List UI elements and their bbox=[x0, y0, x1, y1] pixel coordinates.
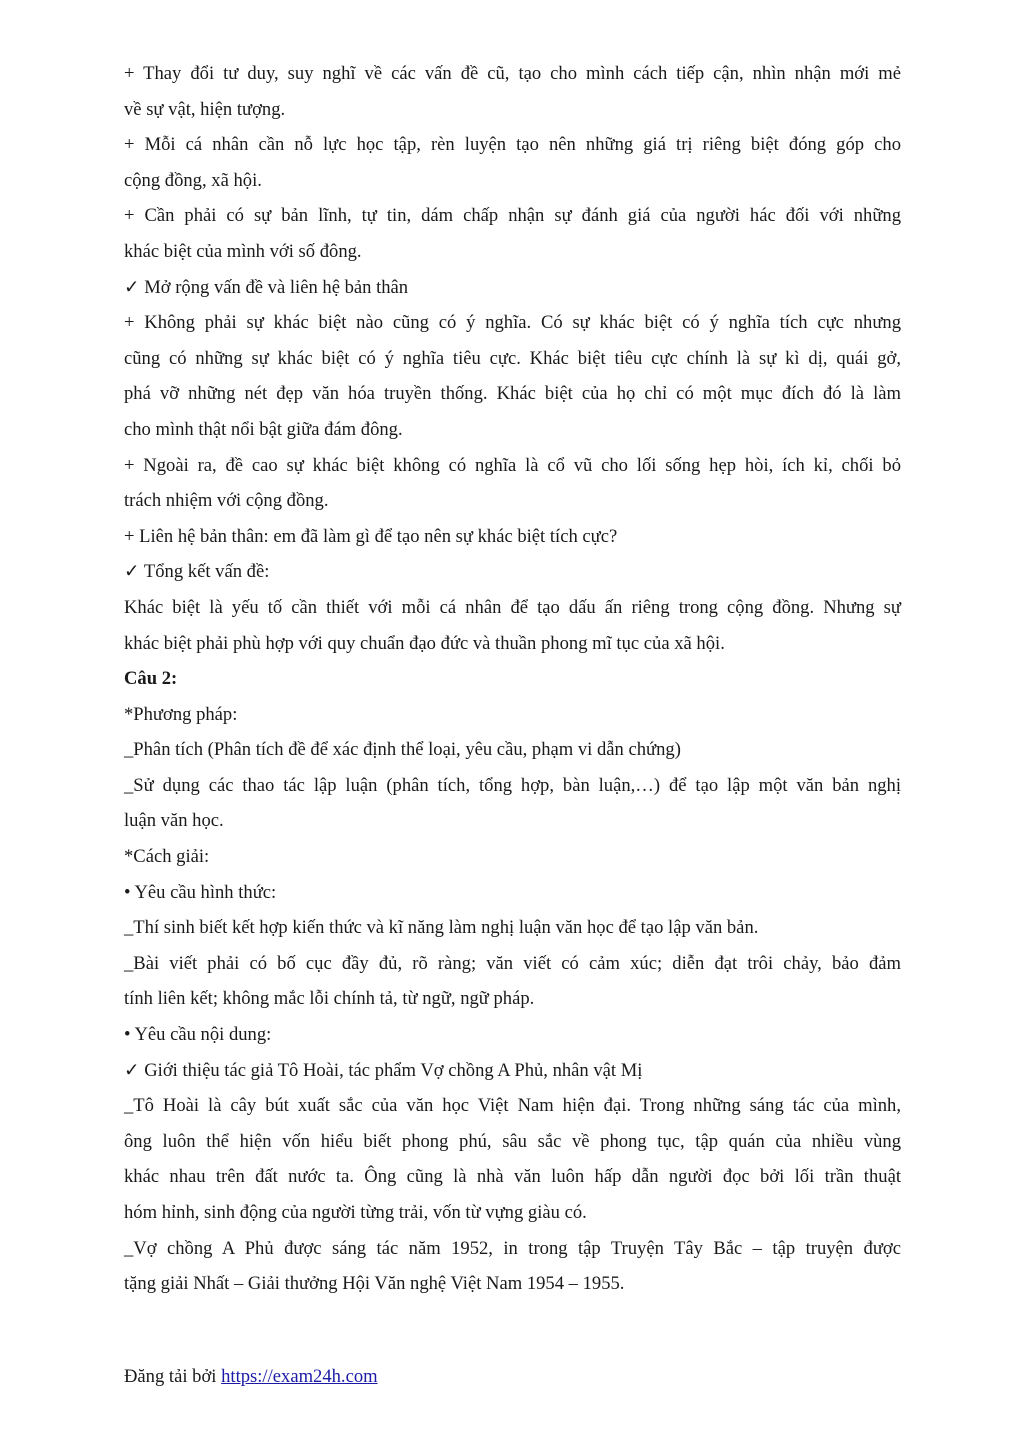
text-line: + Thay đổi tư duy, suy nghĩ về các vấn đề cũ, tạo cho mình cách tiếp cận, nhìn nhận mới mẻ bbox=[124, 63, 901, 84]
text-line: • Yêu cầu nội dung: bbox=[124, 1024, 272, 1046]
text-line: luận văn học. bbox=[124, 810, 224, 832]
text-line: hóm hỉnh, sinh động của người từng trải, vốn từ vựng giàu có. bbox=[124, 1202, 587, 1223]
text-line: ✓ Mở rộng vấn đề và liên hệ bản thân bbox=[124, 276, 409, 298]
footer-prefix: Đăng tải bởi bbox=[124, 1366, 222, 1387]
text-line: _Tô Hoài là cây bút xuất sắc của văn học Việt Nam hiện đại. Trong những sáng tác của mình, bbox=[124, 1095, 901, 1117]
text-line: cho mình thật nổi bật giữa đám đông. bbox=[124, 418, 403, 440]
text-line: cộng đồng, xã hội. bbox=[124, 169, 262, 191]
text-line: tặng giải Nhất – Giải thưởng Hội Văn nghệ Việt Nam 1954 – 1955. bbox=[124, 1273, 625, 1295]
text-line: _Bài viết phải có bố cục đầy đủ, rõ ràng; văn viết có cảm xúc; diễn đạt trôi chảy, bảo đảm bbox=[124, 952, 901, 974]
page-footer bbox=[124, 1364, 378, 1390]
text-line: ✓ Giới thiệu tác giả Tô Hoài, tác phẩm Vợ chồng A Phủ, nhân vật Mị bbox=[124, 1059, 643, 1081]
text-line: phá vỡ những nét đẹp văn hóa truyền thống. Khác biệt của họ chỉ có một mục đích đó là làm bbox=[124, 383, 901, 405]
text-line: tính liên kết; không mắc lỗi chính tả, từ ngữ, ngữ pháp. bbox=[124, 988, 535, 1010]
text-line: _Phân tích (Phân tích đề để xác định thể loại, yêu cầu, phạm vi dẫn chứng) bbox=[124, 739, 681, 761]
text-line: _Thí sinh biết kết hợp kiến thức và kĩ năng làm nghị luận văn học để tạo lập văn bản. bbox=[124, 917, 759, 939]
text-line: Khác biệt là yếu tố cần thiết với mỗi cá nhân để tạo dấu ấn riêng trong cộng đồng. Nhưng sự bbox=[124, 596, 901, 618]
text-line: + Liên hệ bản thân: em đã làm gì để tạo nên sự khác biệt tích cực? bbox=[124, 525, 618, 547]
text-line: ông luôn thể hiện vốn hiểu biết phong phú, sâu sắc về phong tục, tập quán của nhiều vùng bbox=[124, 1130, 901, 1152]
text-line: khác nhau trên đất nước ta. Ông cũng là nhà văn luôn hấp dẫn người đọc bởi lối trần thuật bbox=[124, 1166, 901, 1188]
text-line: + Không phải sự khác biệt nào cũng có ý nghĩa. Có sự khác biệt có ý nghĩa tích cực nhưng bbox=[124, 312, 901, 334]
text-line: *Phương pháp: bbox=[124, 703, 238, 725]
text-line: cũng có những sự khác biệt có ý nghĩa tiêu cực. Khác biệt tiêu cực chính là sự kì dị, quái gở, bbox=[124, 347, 901, 369]
text-line: *Cách giải: bbox=[124, 846, 210, 868]
text-line: khác biệt của mình với số đông. bbox=[124, 240, 362, 262]
text-line: ✓ Tổng kết vấn đề: bbox=[124, 561, 270, 583]
text-line: • Yêu cầu hình thức: bbox=[124, 881, 277, 903]
text-line: + Mỗi cá nhân cần nỗ lực học tập, rèn luyện tạo nên những giá trị riêng biệt đóng góp cho bbox=[124, 134, 901, 156]
text-line: + Cần phải có sự bản lĩnh, tự tin, dám chấp nhận sự đánh giá của người hác đối với những bbox=[124, 205, 901, 227]
text-line: trách nhiệm với cộng đồng. bbox=[124, 490, 329, 512]
text-line: về sự vật, hiện tượng. bbox=[124, 98, 286, 120]
document-body bbox=[124, 56, 901, 1302]
text-line: + Ngoài ra, đề cao sự khác biệt không có nghĩa là cổ vũ cho lối sống hẹp hòi, ích kỉ, chối bỏ bbox=[124, 454, 901, 476]
footer-link[interactable]: https://exam24h.com bbox=[221, 1366, 378, 1387]
text-line: khác biệt phải phù hợp với quy chuẩn đạo đức và thuần phong mĩ tục của xã hội. bbox=[124, 632, 725, 654]
text-line: _Vợ chồng A Phủ được sáng tác năm 1952, in trong tập Truyện Tây Bắc – tập truyện được bbox=[124, 1237, 901, 1259]
section-heading: Câu 2: bbox=[124, 668, 178, 690]
text-line: _Sử dụng các thao tác lập luận (phân tích, tổng hợp, bàn luận,…) để tạo lập một văn bản nghị bbox=[124, 774, 901, 796]
